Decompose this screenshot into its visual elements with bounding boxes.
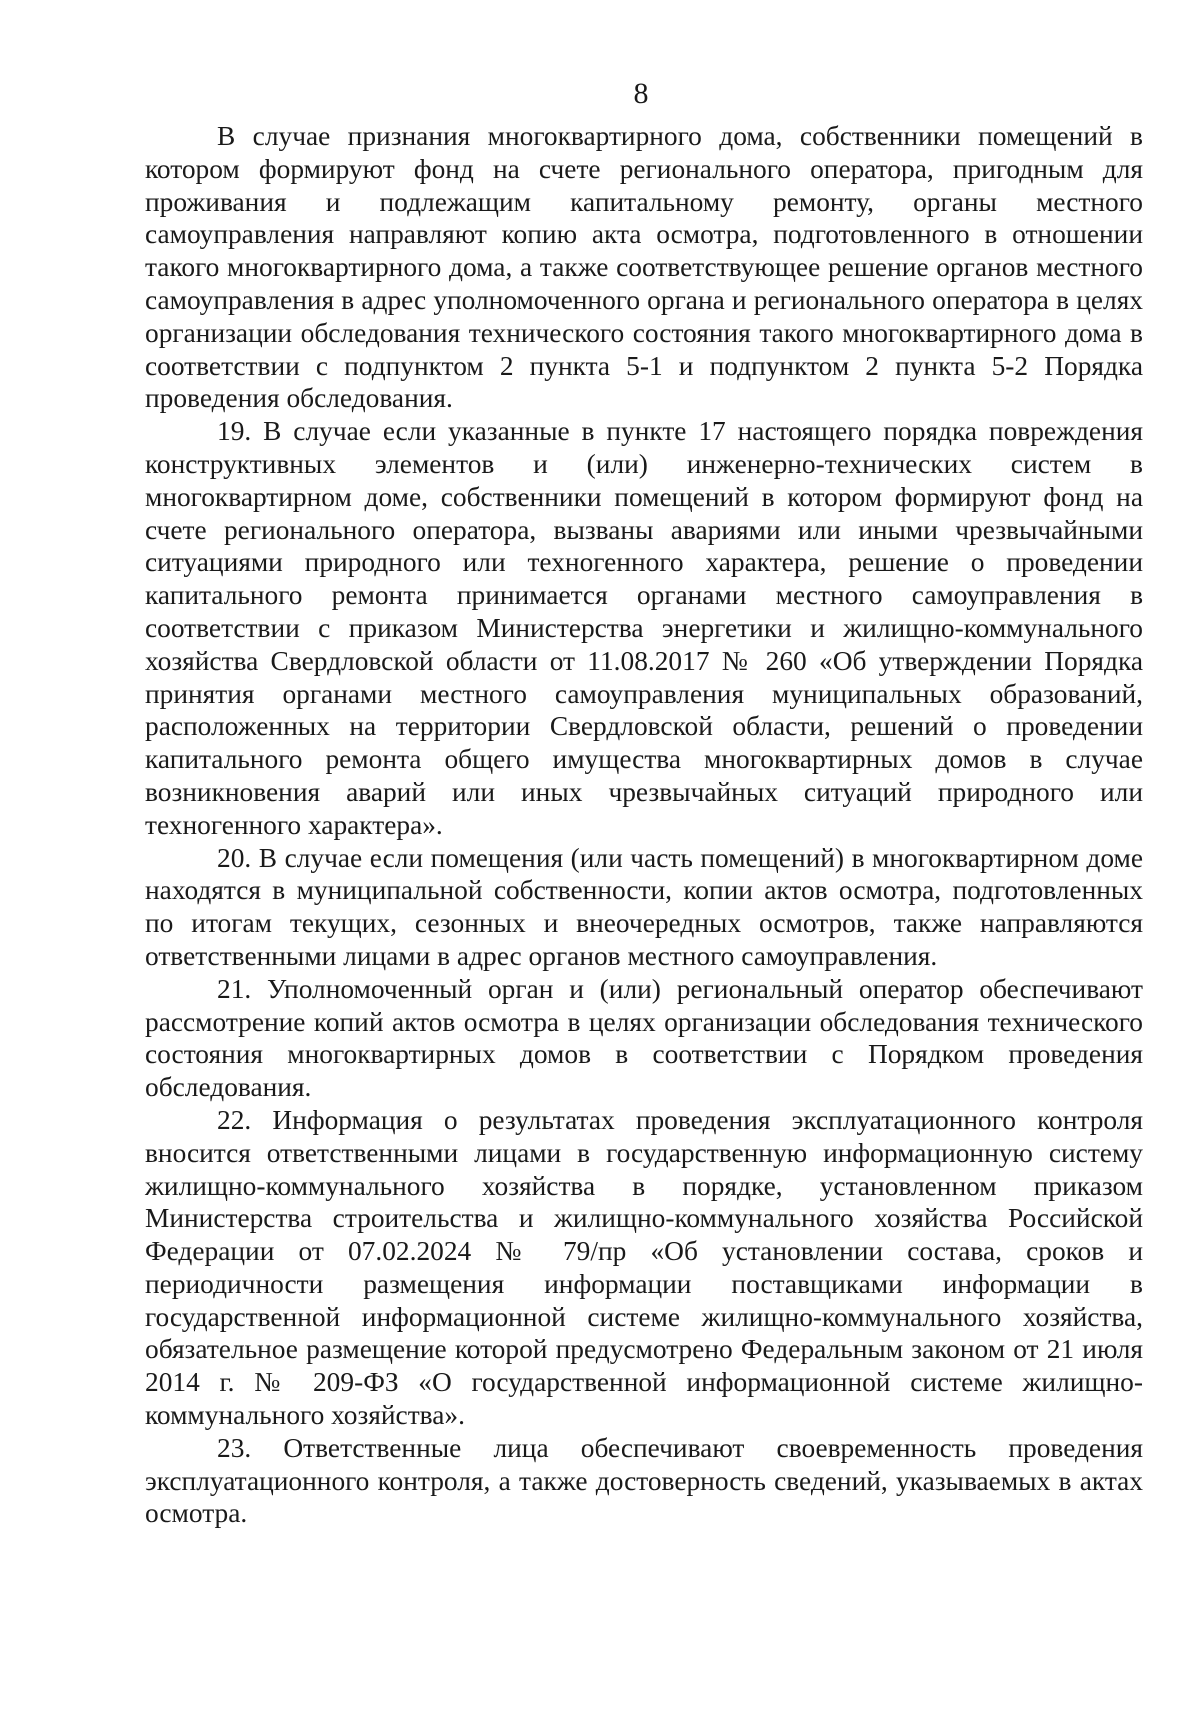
page-number: 8 — [633, 77, 649, 110]
paragraph-19: 19. В случае если указанные в пункте 17 настоящего порядка повреждения конструктивных элементов и (или) инженерно-технических систем в многоквартирном доме, собственники помещений в котором формируют фонд на счете регионального оператора, вызваны авариями или иными чрезвычайными ситуациями природного или техногенного характера, решение о проведении капитального ремонта принимается органами местного самоуправления в соответствии с приказом Министерства энергетики и жилищно-коммунального хозяйства Свердловской области от 11.08.2017 № 260 «Об утверждении Порядка принятия органами местного самоуправления муниципальных образований, расположенных на территории Свердловской области, решений о проведении капитального ремонта общего имущества многоквартирных домов в случае возникновения аварий или иных чрезвычайных ситуаций природного или техногенного характера». — [145, 416, 1143, 840]
paragraph-intro: В случае признания многоквартирного дома, собственники помещений в котором формируют фонд на счете регионального оператора, пригодным для проживания и подлежащим капитальному ремонту, органы местного самоуправления направляют копию акта осмотра, подготовленного в отношении такого многоквартирного дома, а также соответствующее решение органов местного самоуправления в адрес уполномоченного органа и регионального оператора в целях организации обследования технического состояния такого многоквартирного дома в соответствии с подпунктом 2 пункта 5-1 и подпунктом 2 пункта 5-2 Порядка проведения обследования. — [145, 121, 1143, 414]
paragraph-22: 22. Информация о результатах проведения эксплуатационного контроля вносится ответственными лицами в государственную информационную систему жилищно-коммунального хозяйства в порядке, установленном приказом Министерства строительства и жилищно-коммунального хозяйства Российской Федерации от 07.02.2024 № 79/пр «Об установлении состава, сроков и периодичности размещения информации поставщиками информации в государственной информационной системе жилищно-коммунального хозяйства, обязательное размещение которой предусмотрено Федеральным законом от 21 июля 2014 г. № 209-ФЗ «О государственной информационной системе жилищно-коммунального хозяйства». — [145, 1104, 1143, 1431]
paragraph-23: 23. Ответственные лица обеспечивают своевременность проведения эксплуатационного контроля, а также достоверность сведений, указываемых в актах осмотра. — [145, 1432, 1143, 1529]
document-body — [145, 120, 1143, 1530]
paragraph-20: 20. В случае если помещения (или часть помещений) в многоквартирном доме находятся в муниципальной собственности, копии актов осмотра, подготовленных по итогам текущих, сезонных и внеочередных осмотров, также направляются ответственными лицами в адрес органов местного самоуправления. — [145, 842, 1143, 971]
paragraph-21: 21. Уполномоченный орган и (или) региональный оператор обеспечивают рассмотрение копий актов осмотра в целях организации обследования технического состояния многоквартирных домов в соответствии с Порядком проведения обследования. — [145, 973, 1143, 1103]
